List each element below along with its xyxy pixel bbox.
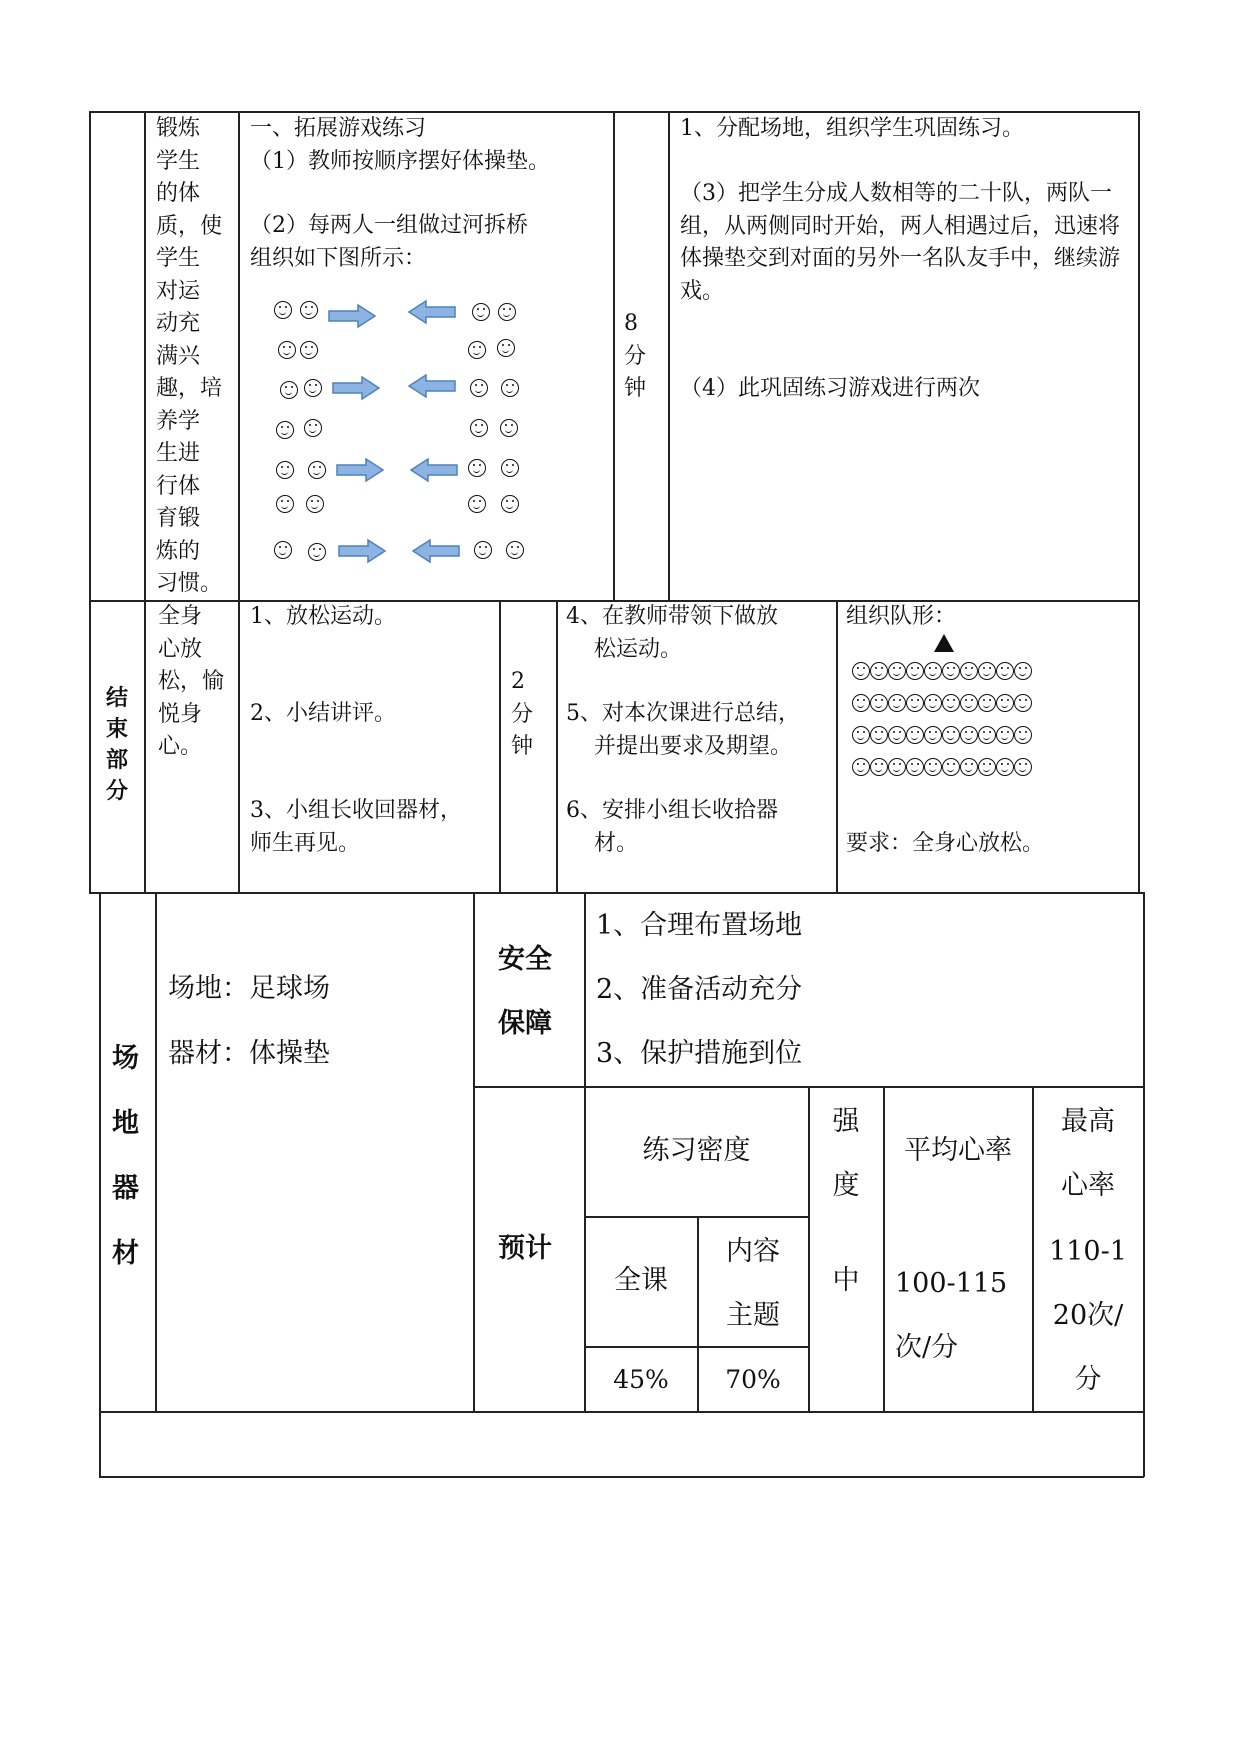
smiley-icon xyxy=(924,726,942,744)
smiley-icon xyxy=(468,495,486,513)
smiley-icon xyxy=(924,662,942,680)
venue: 场地：足球场 xyxy=(168,973,330,1004)
smiley-icon xyxy=(274,541,292,559)
smiley-icon xyxy=(942,694,960,712)
content-topic-value: 70% xyxy=(725,1365,781,1394)
avg-hr-value: 100-115 次/分 xyxy=(895,1268,1008,1363)
smiley-icon xyxy=(852,662,870,680)
arrow-right-icon xyxy=(328,303,376,329)
intensity-label: 强 度 xyxy=(832,1106,860,1201)
smiley-icon xyxy=(960,726,978,744)
smiley-icon xyxy=(978,694,996,712)
arrow-left-icon xyxy=(408,373,456,399)
smiley-icon xyxy=(978,662,996,680)
smiley-icon xyxy=(924,694,942,712)
smiley-icon xyxy=(276,421,294,439)
smiley-icon xyxy=(1014,694,1032,712)
section2-label: 结 束 部 分 xyxy=(106,686,129,804)
smiley-icon xyxy=(870,758,888,776)
smiley-icon xyxy=(474,541,492,559)
section2-time: 2 分 钟 xyxy=(511,669,534,759)
section3-label: 场 地 器 材 xyxy=(112,1043,139,1269)
section2-method5: 5、对本次课进行总结， 并提出要求及期望。 xyxy=(566,701,800,759)
smiley-icon xyxy=(942,726,960,744)
smiley-icon xyxy=(960,662,978,680)
arrow-right-icon xyxy=(338,538,386,564)
section2-org-requirement: 要求：全身心放松。 xyxy=(846,831,1045,856)
safety-item: 1、合理布置场地 xyxy=(596,910,803,941)
arrow-left-icon xyxy=(408,299,456,325)
smiley-icon xyxy=(852,758,870,776)
smiley-icon xyxy=(501,459,519,477)
smiley-icon xyxy=(506,541,524,559)
smiley-icon xyxy=(888,694,906,712)
max-hr-label: 最高 心率 xyxy=(1061,1106,1115,1201)
smiley-icon xyxy=(300,301,318,319)
formation-diagram xyxy=(270,295,540,575)
safety-item: 3、保护措施到位 xyxy=(596,1038,803,1069)
safety-label: 安全 保障 xyxy=(498,944,552,1039)
section1-method4: （4）此巩固练习游戏进行两次 xyxy=(680,376,980,401)
smiley-icon xyxy=(888,726,906,744)
section2-method4: 4、在教师带领下做放 松运动。 xyxy=(566,604,778,662)
section2-content1: 1、放松运动。 xyxy=(250,604,396,629)
section2-content3: 3、小组长收回器材， 师生再见。 xyxy=(250,798,462,856)
smiley-icon xyxy=(978,726,996,744)
smiley-icon xyxy=(942,758,960,776)
smiley-icon xyxy=(304,379,322,397)
smiley-icon xyxy=(501,495,519,513)
section1-content-title: 一、拓展游戏练习 xyxy=(250,116,427,141)
section1-content-item2: （2）每两人一组做过河拆桥 组织如下图所示： xyxy=(250,213,528,271)
smiley-icon xyxy=(280,381,298,399)
smiley-icon xyxy=(304,419,322,437)
section2-objective: 全身 心放 松，愉 悦身 心。 xyxy=(158,604,225,759)
arrow-right-icon xyxy=(336,457,384,483)
smiley-icon xyxy=(470,379,488,397)
arrow-left-icon xyxy=(412,538,460,564)
smiley-icon xyxy=(276,495,294,513)
smiley-icon xyxy=(996,726,1014,744)
max-hr-value: 110-1 20次/ 分 xyxy=(1049,1236,1127,1395)
smiley-icon xyxy=(278,341,296,359)
smiley-icon xyxy=(942,662,960,680)
section1-objective: 锻炼 学生 的体 质，使 学生 对运 动充 满兴 趣，培 养学 生进 行体 育锻 炼的 习惯。 xyxy=(156,116,223,596)
section2-org-title: 组织队形： xyxy=(846,604,957,629)
arrow-left-icon xyxy=(410,457,458,483)
density-label: 练习密度 xyxy=(642,1135,751,1166)
smiley-icon xyxy=(924,758,942,776)
smiley-icon xyxy=(308,543,326,561)
whole-lesson-label: 全课 xyxy=(614,1265,668,1296)
section1-time: 8 分 钟 xyxy=(624,311,647,401)
smiley-icon xyxy=(470,419,488,437)
teacher-triangle-icon xyxy=(934,634,954,652)
smiley-icon xyxy=(870,662,888,680)
smiley-icon xyxy=(960,758,978,776)
smiley-icon xyxy=(497,339,515,357)
content-topic-label: 内容 主题 xyxy=(726,1236,780,1331)
intensity-value: 中 xyxy=(832,1265,860,1296)
safety-item: 2、准备活动充分 xyxy=(596,974,803,1005)
whole-lesson-value: 45% xyxy=(613,1365,669,1394)
smiley-icon xyxy=(906,758,924,776)
smiley-icon xyxy=(308,461,326,479)
section2-content2: 2、小结讲评。 xyxy=(250,701,396,726)
smiley-icon xyxy=(870,694,888,712)
equipment: 器材：体操垫 xyxy=(168,1038,330,1069)
smiley-icon xyxy=(468,341,486,359)
section1-method1: 1、分配场地，组织学生巩固练习。 xyxy=(680,116,1024,141)
smiley-icon xyxy=(888,662,906,680)
smiley-icon xyxy=(996,758,1014,776)
smiley-icon xyxy=(468,459,486,477)
smiley-icon xyxy=(906,726,924,744)
smiley-icon xyxy=(1014,662,1032,680)
smiley-icon xyxy=(500,419,518,437)
arrow-right-icon xyxy=(332,375,380,401)
smiley-icon xyxy=(306,495,324,513)
relax-formation xyxy=(852,662,1042,792)
smiley-icon xyxy=(501,379,519,397)
smiley-icon xyxy=(978,758,996,776)
section1-content-item1: （1）教师按顺序摆好体操垫。 xyxy=(250,149,550,174)
smiley-icon xyxy=(274,301,292,319)
safety-list xyxy=(596,894,802,1086)
smiley-icon xyxy=(888,758,906,776)
smiley-icon xyxy=(870,726,888,744)
smiley-icon xyxy=(996,694,1014,712)
smiley-icon xyxy=(906,662,924,680)
section2-method6: 6、安排小组长收拾器 材。 xyxy=(566,798,778,856)
smiley-icon xyxy=(1014,758,1032,776)
estimate-label: 预计 xyxy=(498,1233,552,1264)
smiley-icon xyxy=(276,461,294,479)
smiley-icon xyxy=(498,303,516,321)
smiley-icon xyxy=(996,662,1014,680)
smiley-icon xyxy=(300,341,318,359)
smiley-icon xyxy=(472,303,490,321)
smiley-icon xyxy=(1014,726,1032,744)
section1-method3: （3）把学生分成人数相等的二十队，两队一组，从两侧同时开始，两人相遇过后，迅速将体操垫交到对面的另外一名队友手中，继续游戏。 xyxy=(680,181,1121,304)
smiley-icon xyxy=(852,694,870,712)
smiley-icon xyxy=(852,726,870,744)
smiley-icon xyxy=(906,694,924,712)
smiley-icon xyxy=(960,694,978,712)
avg-hr-label: 平均心率 xyxy=(904,1135,1012,1166)
